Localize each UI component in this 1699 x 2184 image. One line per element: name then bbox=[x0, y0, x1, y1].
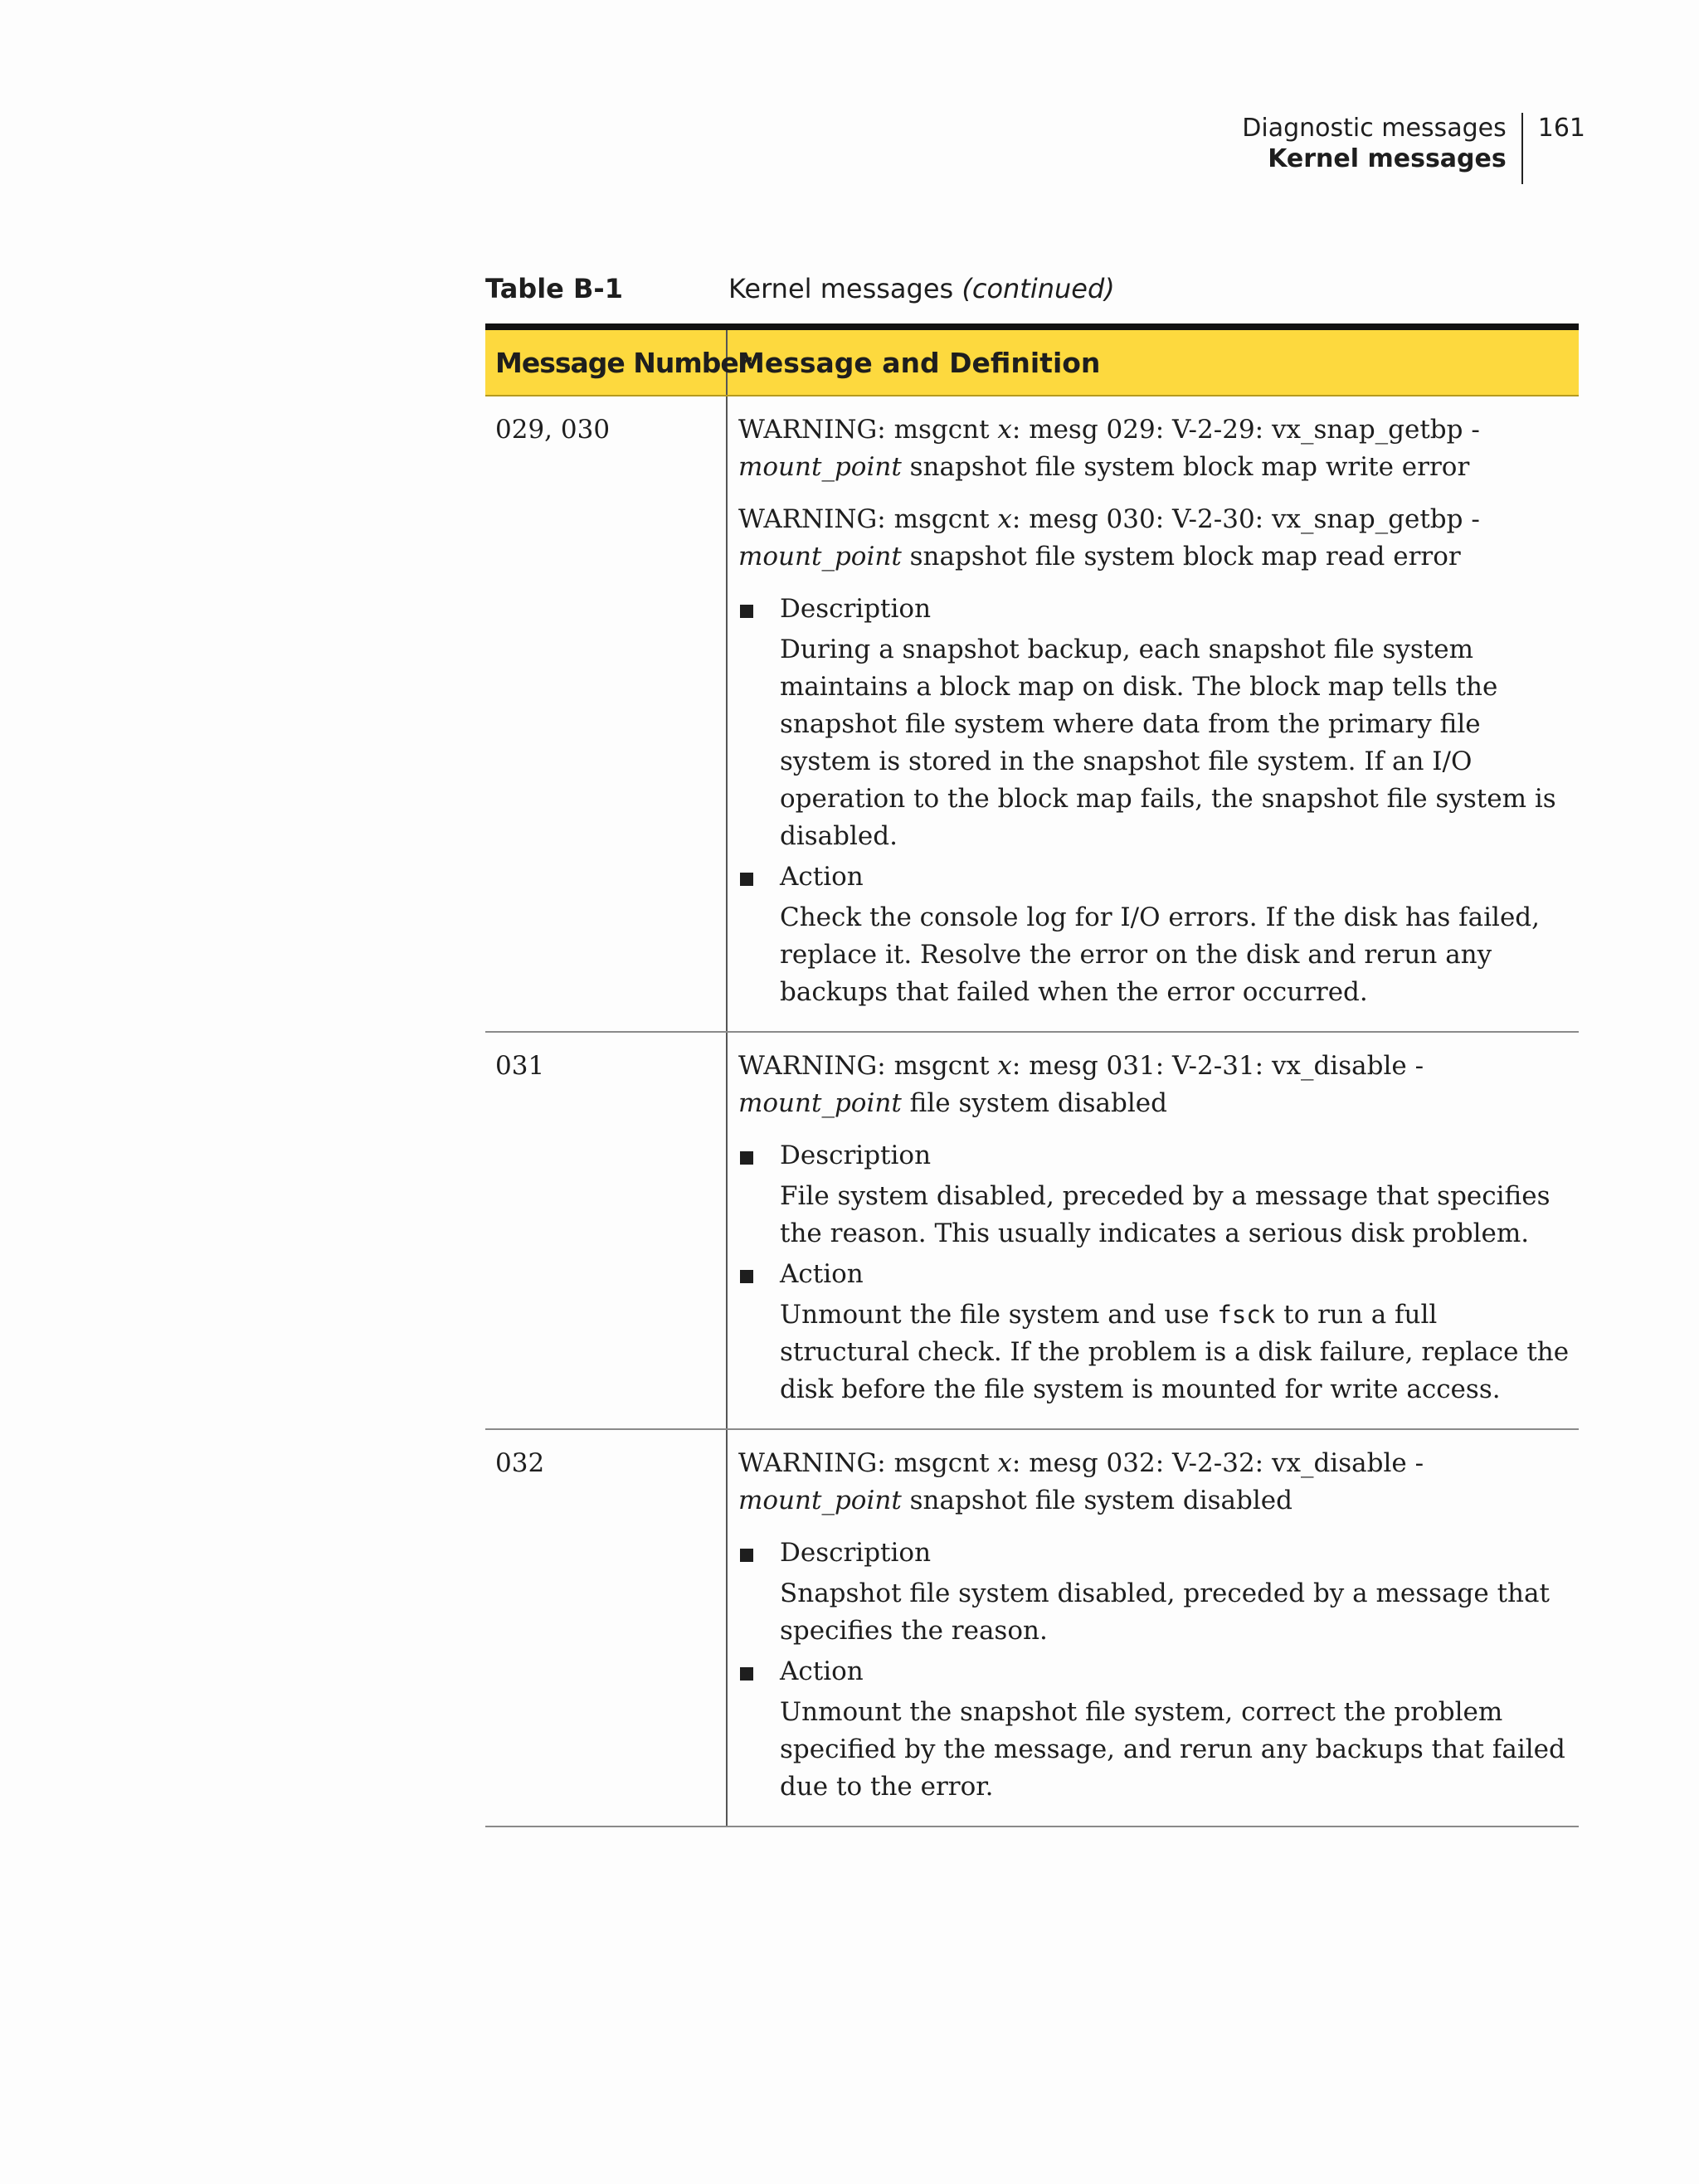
table-row bbox=[485, 396, 1579, 1033]
action-text: Check the console log for I/O errors. If the disk has failed, replace it. Resolve the error on the disk and rerun any backups that failed when the error occurred. bbox=[780, 902, 1540, 1007]
action-label: Action bbox=[780, 1656, 864, 1686]
warning-message: WARNING: msgcnt x: mesg 031: V-2-31: vx_disable - mount_point file system disabled bbox=[738, 1051, 1424, 1118]
table-caption-title bbox=[728, 272, 1115, 305]
table-header-row bbox=[485, 330, 1579, 396]
column-header-message-number: Message Number bbox=[485, 330, 728, 395]
page-number: 161 bbox=[1537, 114, 1585, 143]
warning-message: WARNING: msgcnt x: mesg 032: V-2-32: vx_disable - mount_point snapshot file system disabled bbox=[738, 1448, 1424, 1515]
kernel-messages-table bbox=[485, 323, 1579, 1827]
fsck-command: fsck bbox=[1217, 1301, 1276, 1329]
message-number-cell: 029, 030 bbox=[485, 396, 728, 1031]
description-label: Description bbox=[780, 1538, 932, 1568]
action-text: Unmount the file system and use fsck to run a full structural check. If the problem is a disk failure, replace the disk before the file system is mounted for write access. bbox=[780, 1300, 1570, 1404]
action-item bbox=[738, 1653, 1572, 1806]
description-text: File system disabled, preceded by a message that specifies the reason. This usually indicates a serious disk problem. bbox=[780, 1181, 1551, 1248]
action-text: Unmount the snapshot file system, correct the problem specified by the message, and rerun any backups that failed due to the error. bbox=[780, 1697, 1565, 1802]
description-label: Description bbox=[780, 1141, 932, 1170]
description-item bbox=[738, 591, 1572, 855]
action-item bbox=[738, 1256, 1572, 1408]
header-chapter-title: Kernel messages bbox=[1268, 144, 1507, 173]
caption-title-suffix: (continued) bbox=[961, 273, 1115, 304]
square-bullet-icon bbox=[738, 859, 780, 1011]
column-header-message-definition: Message and Definition bbox=[738, 346, 1101, 379]
description-text: During a snapshot backup, each snapshot file system maintains a block map on disk. The block map tells the snapshot file system where data from the primary file system is stored in the snapshot file system. If an I/O operation to the block map fails, the snapshot file system is disabled. bbox=[780, 635, 1556, 851]
running-header-text bbox=[1242, 113, 1521, 174]
table-row bbox=[485, 1430, 1579, 1827]
description-item bbox=[738, 1535, 1572, 1650]
warning-message: WARNING: msgcnt x: mesg 029: V-2-29: vx_snap_getbp - mount_point snapshot file system block map write error bbox=[738, 415, 1480, 482]
caption-title-text: Kernel messages bbox=[728, 273, 954, 304]
action-label: Action bbox=[780, 1259, 864, 1289]
square-bullet-icon bbox=[738, 1653, 780, 1806]
description-text: Snapshot file system disabled, preceded by a message that specifies the reason. bbox=[780, 1578, 1550, 1646]
square-bullet-icon bbox=[738, 1137, 780, 1253]
action-item bbox=[738, 859, 1572, 1011]
square-bullet-icon bbox=[738, 591, 780, 855]
message-number-cell: 031 bbox=[485, 1033, 728, 1428]
square-bullet-icon bbox=[738, 1535, 780, 1650]
description-item bbox=[738, 1137, 1572, 1253]
table-row bbox=[485, 1033, 1579, 1430]
table-caption-label: Table B-1 bbox=[485, 273, 623, 304]
description-label: Description bbox=[780, 594, 932, 624]
square-bullet-icon bbox=[738, 1256, 780, 1408]
header-section-title: Diagnostic messages bbox=[1242, 114, 1507, 143]
message-definition-cell bbox=[728, 1430, 1579, 1826]
message-definition-cell bbox=[728, 396, 1579, 1031]
running-header bbox=[1242, 113, 1585, 184]
action-label: Action bbox=[780, 862, 864, 892]
warning-message: WARNING: msgcnt x: mesg 030: V-2-30: vx_snap_getbp - mount_point snapshot file system block map read error bbox=[738, 504, 1480, 572]
message-number-cell: 032 bbox=[485, 1430, 728, 1826]
message-definition-cell bbox=[728, 1033, 1579, 1428]
